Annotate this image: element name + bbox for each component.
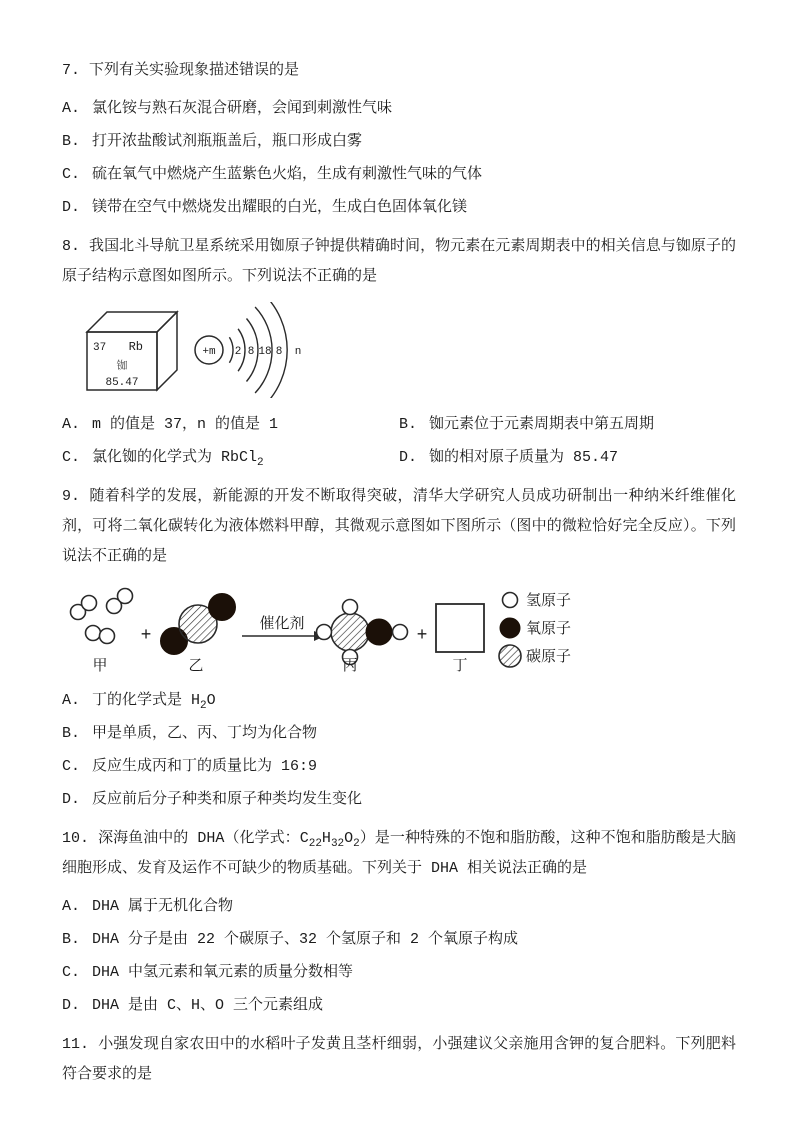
oxygen-atom-swatch bbox=[500, 618, 520, 638]
question-10 bbox=[62, 824, 736, 1016]
hydrogen-molecules bbox=[71, 589, 133, 644]
option-text: m 的值是 37，n 的值是 1 bbox=[92, 416, 279, 433]
reactant-label-yi: 乙 bbox=[188, 658, 204, 675]
nucleus-charge: +m bbox=[202, 346, 216, 358]
option-label: C. bbox=[62, 758, 81, 775]
question-9 bbox=[62, 482, 736, 810]
element-symbol: Rb bbox=[128, 340, 143, 354]
option-text: DHA 分子是由 22 个碳原子、32 个氢原子和 2 个氧原子构成 bbox=[92, 931, 519, 948]
question-11 bbox=[62, 1030, 736, 1090]
option-text: 铷的相对原子质量为 85.47 bbox=[429, 449, 619, 466]
atom-legend bbox=[499, 592, 571, 667]
options-list bbox=[62, 402, 736, 468]
reaction-diagram bbox=[62, 582, 592, 678]
option-c bbox=[62, 963, 736, 983]
carbon-atom-swatch bbox=[499, 645, 521, 667]
option-text: 氯化铵与熟石灰混合研磨，会闻到刺激性气味 bbox=[92, 100, 393, 117]
question-text bbox=[62, 482, 736, 572]
option-label: A. bbox=[62, 898, 81, 915]
formula-text: O bbox=[344, 830, 354, 847]
plus-sign: + bbox=[416, 626, 428, 646]
legend-carbon-label: 碳原子 bbox=[526, 649, 572, 666]
option-b bbox=[399, 415, 736, 435]
formula-text: O bbox=[206, 692, 216, 709]
shell-count-2: 8 bbox=[247, 346, 255, 358]
element-name: 铷 bbox=[116, 361, 128, 373]
option-text bbox=[92, 448, 399, 468]
shell-count-4: 8 bbox=[275, 346, 283, 358]
formula-text: 丁的化学式是 H bbox=[92, 692, 201, 709]
option-label: D. bbox=[62, 997, 81, 1014]
shell-count-5: n bbox=[294, 346, 302, 358]
options-list bbox=[62, 897, 736, 1016]
option-label: A. bbox=[62, 692, 81, 709]
rubidium-figure bbox=[74, 302, 736, 398]
option-text: DHA 属于无机化合物 bbox=[92, 898, 234, 915]
option-d bbox=[62, 790, 736, 810]
option-text: 铷元素位于元素周期表中第五周期 bbox=[429, 416, 655, 433]
option-label: D. bbox=[62, 791, 81, 808]
atomic-mass: 85.47 bbox=[105, 377, 139, 389]
option-text: 反应前后分子种类和原子种类均发生变化 bbox=[92, 791, 363, 808]
option-text: 打开浓盐酸试剂瓶瓶盖后，瓶口形成白雾 bbox=[92, 133, 363, 150]
question-number: 10. bbox=[62, 830, 90, 847]
atom-structure-diagram bbox=[195, 302, 301, 398]
reaction-figure bbox=[62, 582, 736, 678]
shell-count-3: 18 bbox=[258, 346, 272, 358]
options-list bbox=[62, 99, 736, 218]
formula-subscript: 2 bbox=[257, 457, 264, 469]
option-d bbox=[62, 198, 736, 218]
option-text: 硫在氧气中燃烧产生蓝紫色火焰，生成有刺激性气味的气体 bbox=[92, 166, 483, 183]
methanol-molecule bbox=[317, 600, 408, 665]
option-text: 反应生成丙和丁的质量比为 16:9 bbox=[92, 758, 318, 775]
question-number: 7. bbox=[62, 62, 81, 79]
formula-text: 深海鱼油中的 DHA（化学式：C bbox=[98, 830, 309, 847]
option-b bbox=[62, 132, 736, 152]
option-label: C. bbox=[62, 964, 81, 981]
question-stem: 下列有关实验现象描述错误的是 bbox=[89, 62, 300, 79]
question-stem: 小强发现自家农田中的水稻叶子发黄且茎杆细弱，小强建议父亲施用含钾的复合肥料。下列肥料符合要求的是 bbox=[62, 1036, 736, 1083]
formula-text: 氯化铷的化学式为 RbCl bbox=[92, 449, 258, 466]
formula-text: H bbox=[321, 830, 331, 847]
formula-text: ）是一种特殊的不饱和脂肪酸，这种不饱和脂肪酸是大脑细胞形成、发育及运作不可缺少的物质基础。下列关于 DHA 相关说法正确的是 bbox=[62, 830, 736, 877]
option-text: DHA 中氢元素和氧元素的质量分数相等 bbox=[92, 964, 354, 981]
question-text bbox=[62, 232, 736, 292]
option-c bbox=[62, 165, 736, 185]
option-a bbox=[62, 691, 736, 711]
plus-sign: + bbox=[140, 626, 152, 646]
unknown-product-box bbox=[436, 604, 484, 652]
question-number: 8. bbox=[62, 238, 81, 255]
option-c bbox=[62, 757, 736, 777]
legend-oxygen-label: 氧原子 bbox=[526, 621, 572, 638]
question-stem bbox=[62, 830, 736, 877]
option-label: B. bbox=[62, 133, 81, 150]
question-text bbox=[62, 1030, 736, 1090]
question-text bbox=[62, 824, 736, 884]
option-text: 甲是单质，乙、丙、丁均为化合物 bbox=[92, 725, 318, 742]
product-label-bing: 丙 bbox=[342, 658, 358, 675]
rubidium-diagram bbox=[74, 302, 324, 398]
formula-subscript: 2 bbox=[200, 700, 207, 712]
reactant-label-jia: 甲 bbox=[92, 658, 108, 675]
hydrogen-atom-swatch bbox=[503, 593, 518, 608]
option-text bbox=[92, 691, 736, 711]
question-text bbox=[62, 56, 736, 86]
option-d bbox=[399, 448, 736, 468]
carbon-dioxide-molecule bbox=[161, 594, 236, 655]
option-text: DHA 是由 C、H、O 三个元素组成 bbox=[92, 997, 324, 1014]
shell-count-1: 2 bbox=[234, 346, 242, 358]
option-b bbox=[62, 930, 736, 950]
option-text: 镁带在空气中燃烧发出耀眼的白光，生成白色固体氧化镁 bbox=[92, 199, 468, 216]
formula-subscript: 2 bbox=[353, 838, 360, 850]
option-c bbox=[62, 448, 399, 468]
option-label: A. bbox=[62, 100, 81, 117]
option-label: C. bbox=[62, 449, 81, 466]
option-b bbox=[62, 724, 736, 744]
question-number: 11. bbox=[62, 1036, 90, 1053]
catalyst-label: 催化剂 bbox=[259, 616, 305, 633]
option-a bbox=[62, 415, 399, 435]
option-label: B. bbox=[62, 931, 81, 948]
option-label: D. bbox=[399, 449, 418, 466]
question-number: 9. bbox=[62, 488, 81, 505]
formula-subscript: 22 bbox=[308, 838, 322, 850]
option-d bbox=[62, 996, 736, 1016]
option-label: C. bbox=[62, 166, 81, 183]
option-label: B. bbox=[399, 416, 418, 433]
option-label: B. bbox=[62, 725, 81, 742]
legend-hydrogen-label: 氢原子 bbox=[526, 593, 572, 610]
question-7 bbox=[62, 56, 736, 218]
question-stem: 我国北斗导航卫星系统采用铷原子钟提供精确时间，物元素在元素周期表中的相关信息与铷原子的原子结构示意图如图所示。下列说法不正确的是 bbox=[62, 238, 736, 285]
question-8 bbox=[62, 232, 736, 468]
product-label-ding: 丁 bbox=[452, 658, 468, 675]
option-label: A. bbox=[62, 416, 81, 433]
formula-subscript: 32 bbox=[330, 838, 345, 850]
option-a bbox=[62, 99, 736, 119]
question-stem: 随着科学的发展，新能源的开发不断取得突破，清华大学研究人员成功研制出一种纳米纤维催化剂，可将二氧化碳转化为液体燃料甲醇，其微观示意图如下图所示（图中的微粒恰好完全反应）。下列说法不正确的是 bbox=[62, 488, 736, 565]
options-list bbox=[62, 691, 736, 810]
option-a bbox=[62, 897, 736, 917]
option-label: D. bbox=[62, 199, 81, 216]
atomic-number: 37 bbox=[93, 342, 107, 354]
